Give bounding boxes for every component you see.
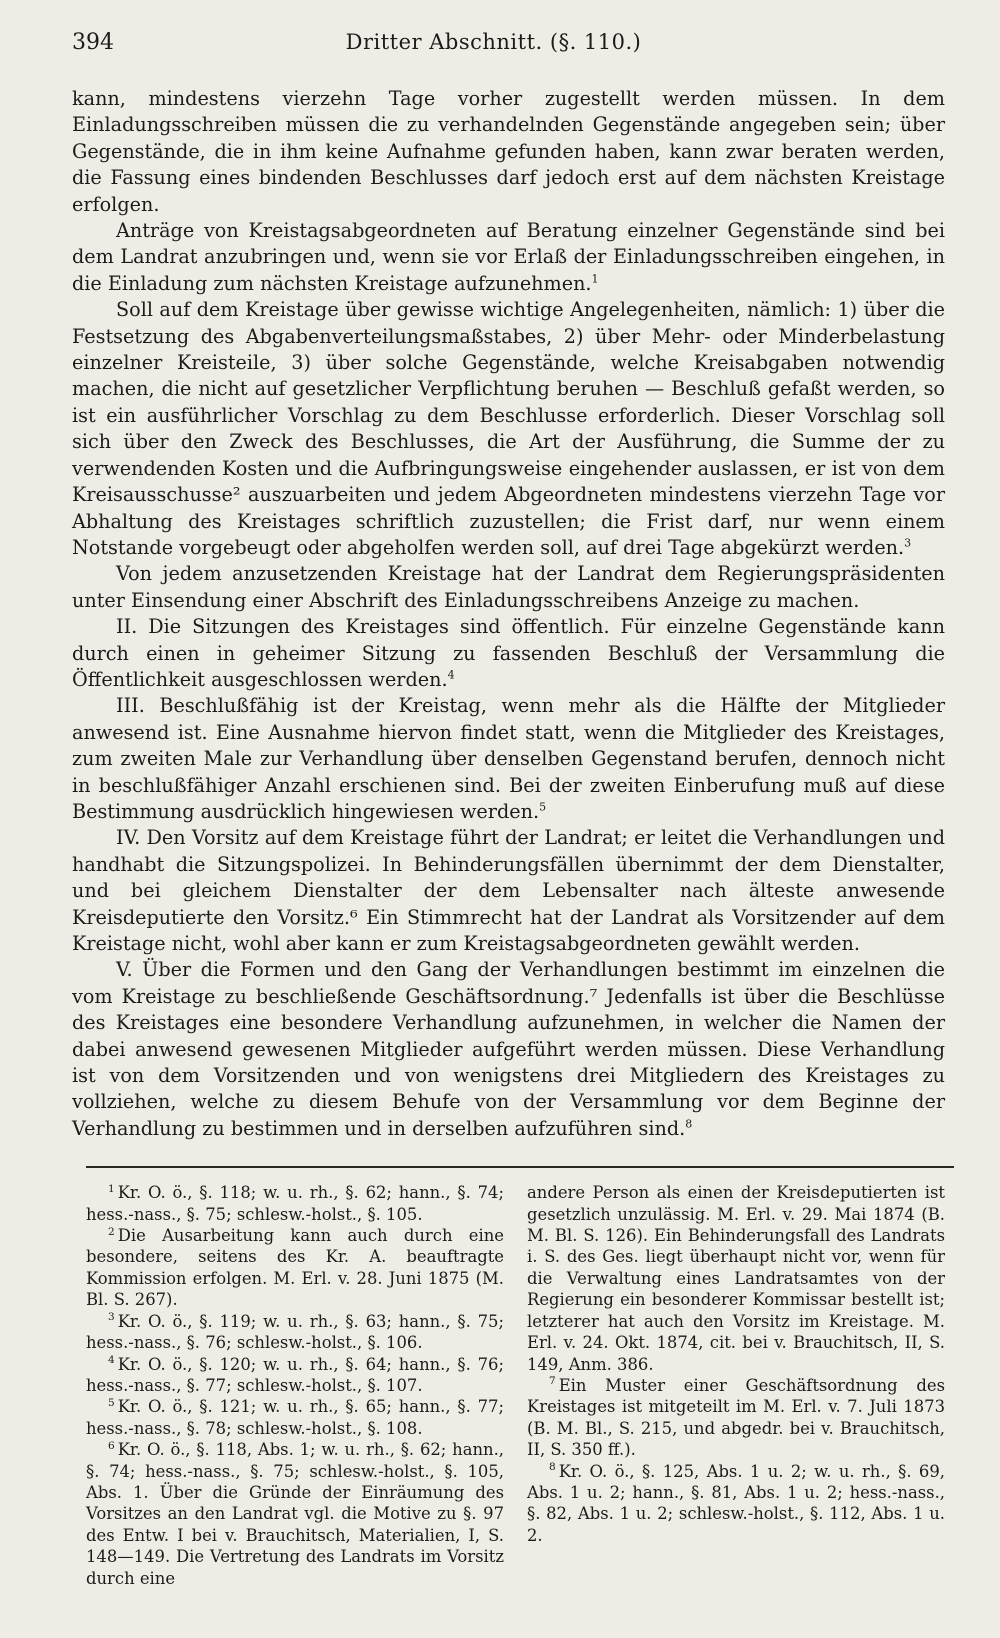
paragraph-text: II. Die Sitzungen des Kreistages sind öffentlich. Für einzelne Gegenstände kann durch einen in geheimer Sitzung zu fassenden Beschluß der Versammlung die Öffentlichkeit ausgeschlossen werden. (72, 615, 945, 691)
footnote-marker[interactable]: 1 (591, 272, 599, 286)
running-head: Dritter Abschnitt. (§. 110.) (345, 30, 642, 54)
footnote-number: 2 (108, 1225, 115, 1238)
footnote-number: 5 (108, 1396, 115, 1409)
footnote-text: Kr. O. ö., §. 120; w. u. rh., §. 64; hann., §. 76; hess.-nass., §. 77; schlesw.-holst., §. 107. (86, 1354, 504, 1395)
body-paragraph (72, 957, 945, 1142)
footnote-number: 7 (549, 1375, 556, 1388)
body-paragraph (72, 693, 945, 825)
body-paragraph (72, 218, 945, 297)
footnotes-right-column (527, 1182, 945, 1589)
footnote (86, 1311, 504, 1354)
footnote-text: Die Ausarbeitung kann auch durch eine besondere, seitens des Kr. A. beauftragte Kommission erfolgen. M. Erl. v. 28. Juni 1875 (M. Bl. S. 267). (86, 1226, 504, 1310)
footnote (527, 1375, 945, 1461)
paragraph-text: kann, mindestens vierzehn Tage vorher zugestellt werden müssen. In dem Einladungsschreiben müssen die zu verhandelnden Gegenstände angegeben sein; über Gegenstände, die in ihm keine Aufnahme gefunden haben, kann zwar beraten werden, die Fassung eines bindenden Beschlusses darf jedoch erst auf dem nächsten Kreistage erfolgen. (72, 87, 945, 216)
footnote (86, 1354, 504, 1397)
footnote-text: Kr. O. ö., §. 125, Abs. 1 u. 2; w. u. rh., §. 69, Abs. 1 u. 2; hann., §. 81, Abs. 1 u. 2; hess.-nass., §. 82, Abs. 1 u. 2; schlesw.-holst., §. 112, Abs. 1 u. 2. (527, 1461, 945, 1545)
footnote-number: 3 (108, 1311, 115, 1324)
footnote-marker[interactable]: 3 (904, 536, 912, 550)
footnote-marker[interactable]: 8 (685, 1117, 693, 1131)
footnote-text: andere Person als einen der Kreisdeputierten ist gesetzlich unzulässig. M. Erl. v. 29. Mai 1874 (B. M. Bl. S. 126). Ein Behinderungsfall des Landrats i. S. des Ges. liegt überhaupt nicht vor, wenn für die Verwaltung eines Landratsamtes von der Regierung ein besonderer Kommissar bestellt ist; letzterer hat auch den Vorsitz im Kreistage. M. Erl. v. 24. Okt. 1874, cit. bei v. Brauchitsch, II, S. 149, Anm. 386. (527, 1183, 945, 1374)
paragraph-text: V. Über die Formen und den Gang der Verhandlungen bestimmt im einzelnen die vom Kreistage zu beschließende Geschäftsordnung.⁷ Jedenfalls ist über die Beschlüsse des Kreistages eine besondere Verhandlung aufzunehmen, in welcher die Namen der dabei anwesend gewesenen Mitglieder aufgeführt werden müssen. Diese Verhandlung ist von dem Vorsitzenden und von wenigstens drei Mitgliedern des Kreistages zu vollziehen, welche zu diesem Behufe von der Versammlung vor dem Beginne der Verhandlung zu bestimmen und in derselben aufzuführen sind. (72, 958, 945, 1140)
footnote-marker[interactable]: 5 (539, 800, 547, 814)
footnote-marker[interactable]: 4 (447, 668, 455, 682)
footnote-text: Kr. O. ö., §. 119; w. u. rh., §. 63; hann., §. 75; hess.-nass., §. 76; schlesw.-holst., §. 106. (86, 1311, 504, 1353)
footnote (527, 1461, 945, 1547)
footnote-text: Kr. O. ö., §. 121; w. u. rh., §. 65; hann., §. 77; hess.-nass., §. 78; schlesw.-holst., §. 108. (86, 1397, 504, 1438)
footnote (86, 1439, 504, 1589)
footnotes (72, 1182, 945, 1589)
paragraph-text: Soll auf dem Kreistage über gewisse wichtige Angelegenheiten, nämlich: 1) über die Festsetzung des Abgabenverteilungsmaßstabes, 2) über Mehr- oder Minderbelastung einzelner Kreisteile, 3) über solche Gegenstände, welche Kreisabgaben notwendig machen, die nicht auf gesetzlicher Verpflichtung beruhen — Beschluß gefaßt werden, so ist ein ausführlicher Vorschlag zu dem Beschlusse erforderlich. Dieser Vorschlag soll sich über den Zweck des Beschlusses, die Art der Ausführung, die Summe der zu verwendenden Kosten und die Aufbringungsweise eingehender auslassen, er ist von dem Kreisausschusse² auszuarbeiten und jedem Abgeordneten mindestens vierzehn Tage vor Abhaltung des Kreistages schriftlich zuzustellen; die Frist darf, nur wenn einem Notstande vorgebeugt oder abgeholfen werden soll, auf drei Tage abgekürzt werden. (72, 298, 945, 559)
paragraph-text: III. Beschlußfähig ist der Kreistag, wenn mehr als die Hälfte der Mitglieder anwesend ist. Eine Ausnahme hiervon findet statt, wenn die Mitglieder des Kreistages, zum zweiten Male zur Verhandlung über denselben Gegenstand berufen, dennoch nicht in beschlußfähiger Anzahl erschienen sind. Bei der zweiten Einberufung muß auf diese Bestimmung ausdrücklich hingewiesen werden. (72, 694, 945, 823)
paragraph-text: Anträge von Kreistagsabgeordneten auf Beratung einzelner Gegenstände sind bei dem Landrat anzubringen und, wenn sie vor Erlaß der Einladungsschreiben eingehen, in die Einladung zum nächsten Kreistage aufzunehmen. (72, 219, 945, 295)
body-paragraph (72, 297, 945, 561)
footnote-number: 6 (108, 1439, 115, 1452)
footnote-number: 1 (108, 1182, 115, 1195)
footnote (86, 1182, 504, 1225)
footnote-text: Kr. O. ö., §. 118; w. u. rh., §. 62; hann., §. 74; hess.-nass., §. 75; schlesw.-holst., §. 105. (86, 1183, 504, 1224)
body-paragraph (72, 614, 945, 693)
footnotes-left-column (72, 1182, 504, 1589)
page-number: 394 (72, 30, 114, 55)
page-header (72, 30, 945, 70)
body-paragraph (72, 561, 945, 614)
paragraph-text: Von jedem anzusetzenden Kreistage hat der Landrat dem Regierungspräsidenten unter Einsendung einer Abschrift des Einladungsschreibens Anzeige zu machen. (72, 562, 945, 612)
footnote-text: Ein Muster einer Geschäftsordnung des Kreistages ist mitgeteilt im M. Erl. v. 7. Juli 1873 (B. M. Bl., S. 215, und abgedr. bei v. Brauchitsch, II, S. 350 ff.). (527, 1375, 945, 1460)
footnote (86, 1225, 504, 1311)
footnote-number: 4 (108, 1354, 115, 1367)
body-paragraph (72, 86, 945, 218)
body-text (72, 86, 945, 1142)
footnote-text: Kr. O. ö., §. 118, Abs. 1; w. u. rh., §. 62; hann., §. 74; hess.-nass., §. 75; schlesw.-holst., §. 105, Abs. 1. Über die Gründe der Einräumung des Vorsitzes an den Landrat vgl. die Motive zu §. 97 des Entw. I bei v. Brauchitsch, Materialien, I, S. 148—149. Die Vertretung des Landrats im Vorsitz durch eine (86, 1440, 504, 1588)
footnote (86, 1396, 504, 1439)
footnote-rule (86, 1166, 954, 1168)
footnote (527, 1182, 945, 1375)
footnote-number: 8 (549, 1461, 556, 1474)
paragraph-text: IV. Den Vorsitz auf dem Kreistage führt der Landrat; er leitet die Verhandlungen und handhabt die Sitzungspolizei. In Behinderungsfällen übernimmt der dem Dienstalter, und bei gleichem Dienstalter der dem Lebensalter nach älteste anwesende Kreisdeputierte den Vorsitz.⁶ Ein Stimmrecht hat der Landrat als Vorsitzender auf dem Kreistage nicht, wohl aber kann er zum Kreistagsabgeordneten gewählt werden. (72, 826, 945, 955)
body-paragraph (72, 825, 945, 957)
